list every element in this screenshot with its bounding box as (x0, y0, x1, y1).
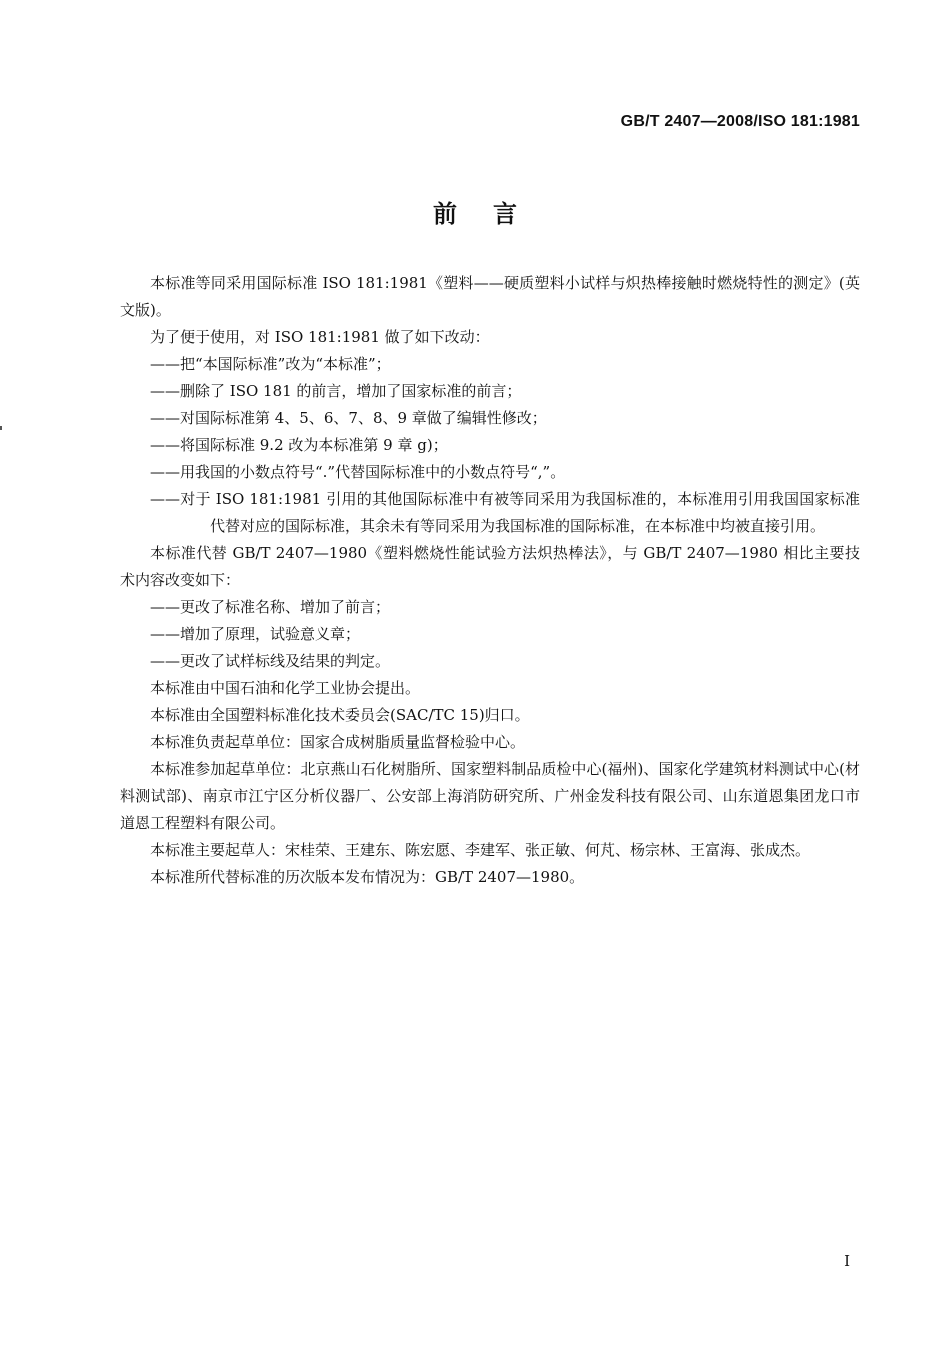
paragraph-changes-intro: 为了便于使用，对 ISO 181:1981 做了如下改动： (150, 328, 490, 346)
technical-change-item: ——更改了标准名称、增加了前言； (150, 598, 391, 616)
page-title: 前言 (433, 200, 553, 228)
paragraph-participating-drafters: 本标准参加起草单位：北京燕山石化树脂所、国家塑料制品质检中心(福州)、国家化学建筑材料测试中心(材料测试部)、南京市江宁区分析仪器厂、公安部上海消防研究所、广州金发科技有限公司、山东道恩集团龙口市道恩工程塑料有限公司。 (120, 760, 860, 832)
paragraph-replaces: 本标准代替 GB/T 2407—1980《塑料燃烧性能试验方法炽热棒法》，与 GB/T 2407—1980 相比主要技术内容改变如下： (120, 544, 860, 589)
technical-change-item: ——增加了原理，试验意义章； (150, 625, 361, 643)
scan-edge-mark (0, 426, 2, 430)
paragraph-lead-drafter: 本标准负责起草单位：国家合成树脂质量监督检验中心。 (150, 733, 526, 751)
paragraph-committee: 本标准由全国塑料标准化技术委员会(SAC/TC 15)归口。 (150, 706, 530, 724)
change-item: ——用我国的小数点符号“.”代替国际标准中的小数点符号“,”。 (150, 463, 566, 481)
paragraph-main-drafters: 本标准主要起草人：宋桂荣、王建东、陈宏愿、李建军、张正敏、何芃、杨宗林、王富海、张成杰。 (150, 841, 811, 859)
change-item: ——将国际标准 9.2 改为本标准第 9 章 g)； (150, 436, 448, 454)
change-item: ——对国际标准第 4、5、6、7、8、9 章做了编辑性修改； (150, 409, 547, 427)
change-item: ——对于 ISO 181:1981 引用的其他国际标准中有被等同采用为我国标准的，本标准用引用我国国家标准代替对应的国际标准，其余未有等同采用为我国标准的国际标准，在本标准中均被直接引用。 (150, 490, 860, 535)
paragraph-proposer: 本标准由中国石油和化学工业协会提出。 (150, 679, 421, 697)
paragraph-adoption: 本标准等同采用国际标准 ISO 181:1981《塑料——硬质塑料小试样与炽热棒接触时燃烧特性的测定》(英文版)。 (120, 274, 860, 319)
paragraph-version-history: 本标准所代替标准的历次版本发布情况为：GB/T 2407—1980。 (150, 868, 585, 886)
standard-code-header: GB/T 2407—2008/ISO 181:1981 (620, 113, 860, 130)
page-number: I (844, 1252, 850, 1270)
technical-change-item: ——更改了试样标线及结果的判定。 (150, 652, 391, 670)
change-item: ——把“本国际标准”改为“本标准”； (150, 355, 391, 373)
foreword-body (120, 270, 860, 891)
change-item: ——删除了 ISO 181 的前言，增加了国家标准的前言； (150, 382, 522, 400)
